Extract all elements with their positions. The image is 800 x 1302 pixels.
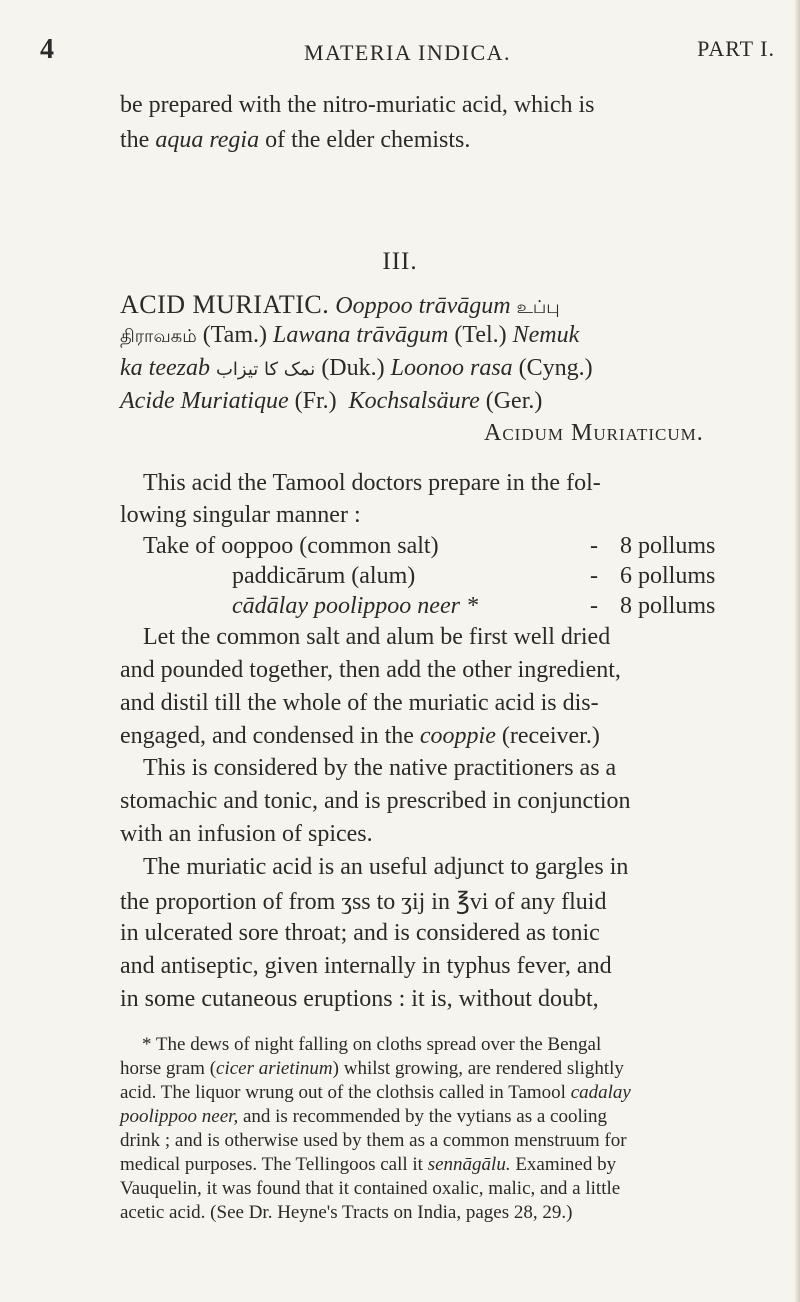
heading-line-1: ACID MURIATIC. Ooppoo trāvāgum உப்பு [120, 290, 560, 319]
para-2-line-4: engaged, and condensed in the cooppie (receiver.) [120, 723, 600, 749]
heading-line-2: திராவகம் (Tam.) Lawana trāvāgum (Tel.) Nemuk [120, 322, 580, 348]
intro-line-1: be prepared with the nitro-muriatic acid, which is [120, 92, 595, 118]
recipe-qty-3: 8 pollums [620, 593, 716, 619]
running-title: MATERIA INDICA. [303, 40, 512, 65]
persian-script: نمک کا تیزاب [215, 359, 316, 380]
tamil-script: உப்பு [516, 297, 560, 318]
footnote-line-1: * The dews of night falling on cloths spread over the Bengal [142, 1034, 602, 1055]
para-2-line-1: Let the common salt and alum be first well dried [143, 624, 611, 650]
part-label: PART I. [697, 36, 775, 61]
footnote-line-6: medical purposes. The Tellingoos call it sennāgālu. Examined by [120, 1154, 617, 1175]
running-header [40, 34, 775, 74]
para-3-line-3: with an infusion of spices. [120, 821, 373, 847]
recipe-qty-2: 6 pollums [620, 563, 716, 589]
footnote-line-2: horse gram (cicer arietinum) whilst growing, are rendered slightly [120, 1058, 624, 1079]
recipe-ingredient-1: Take of ooppoo (common salt) [143, 533, 439, 559]
footnote-line-7: Vauquelin, it was found that it contained oxalic, malic, and a little [120, 1178, 621, 1199]
recipe-qty-1: 8 pollums [620, 533, 716, 559]
footnote-line-4: poolippoo neer, and is recommended by the vytians as a cooling [120, 1106, 608, 1127]
footnote-line-8: acetic acid. (See Dr. Heyne's Tracts on India, pages 28, 29.) [120, 1202, 573, 1223]
para-2-line-2: and pounded together, then add the other ingredient, [120, 657, 621, 683]
para-3-line-1: This is considered by the native practitioners as a [143, 755, 617, 781]
para-4-line-5: in some cutaneous eruptions : it is, without doubt, [120, 986, 599, 1012]
para-3-line-2: stomachic and tonic, and is prescribed in conjunction [120, 788, 631, 814]
recipe-dash-1: - [590, 533, 598, 559]
page-edge-shadow [794, 0, 800, 1302]
para-2-line-3: and distil till the whole of the muriatic acid is dis- [120, 690, 599, 716]
footnote-line-3: acid. The liquor wrung out of the clothsis called in Tamool cadalay [120, 1082, 631, 1103]
para-4-line-4: and antiseptic, given internally in typhus fever, and [120, 953, 612, 979]
recipe-dash-2: - [590, 563, 598, 589]
para-1-line-2: lowing singular manner : [120, 502, 361, 528]
page-number: 4 [40, 34, 54, 65]
para-4-line-2: the proportion of from ʒss to ʒij in ℥vi of any fluid [120, 889, 607, 915]
heading-line-4: Acide Muriatique (Fr.) Kochsalsäure (Ger.) [120, 388, 543, 414]
para-1-line-1: This acid the Tamool doctors prepare in the fol- [143, 470, 601, 496]
recipe-dash-3: - [590, 593, 598, 619]
heading-line-3: ka teezab نمک کا تیزاب (Duk.) Loonoo rasa (Cyng.) [120, 355, 593, 381]
recipe-ingredient-3: cādālay poolippoo neer * [232, 593, 478, 619]
intro-line-2: the aqua regia of the elder chemists. [120, 127, 471, 153]
para-4-line-3: in ulcerated sore throat; and is considered as tonic [120, 920, 600, 946]
latin-name: Acidum Muriaticum. [484, 420, 704, 446]
footnote-line-5: drink ; and is otherwise used by them as a common menstruum for [120, 1130, 627, 1151]
heading-title: ACID MURIATIC. [120, 290, 330, 319]
tamil-script-2: திராவகம் [120, 326, 197, 347]
para-4-line-1: The muriatic acid is an useful adjunct to gargles in [143, 854, 629, 880]
recipe-ingredient-2: paddicārum (alum) [232, 563, 416, 589]
section-number: III. [382, 248, 418, 275]
